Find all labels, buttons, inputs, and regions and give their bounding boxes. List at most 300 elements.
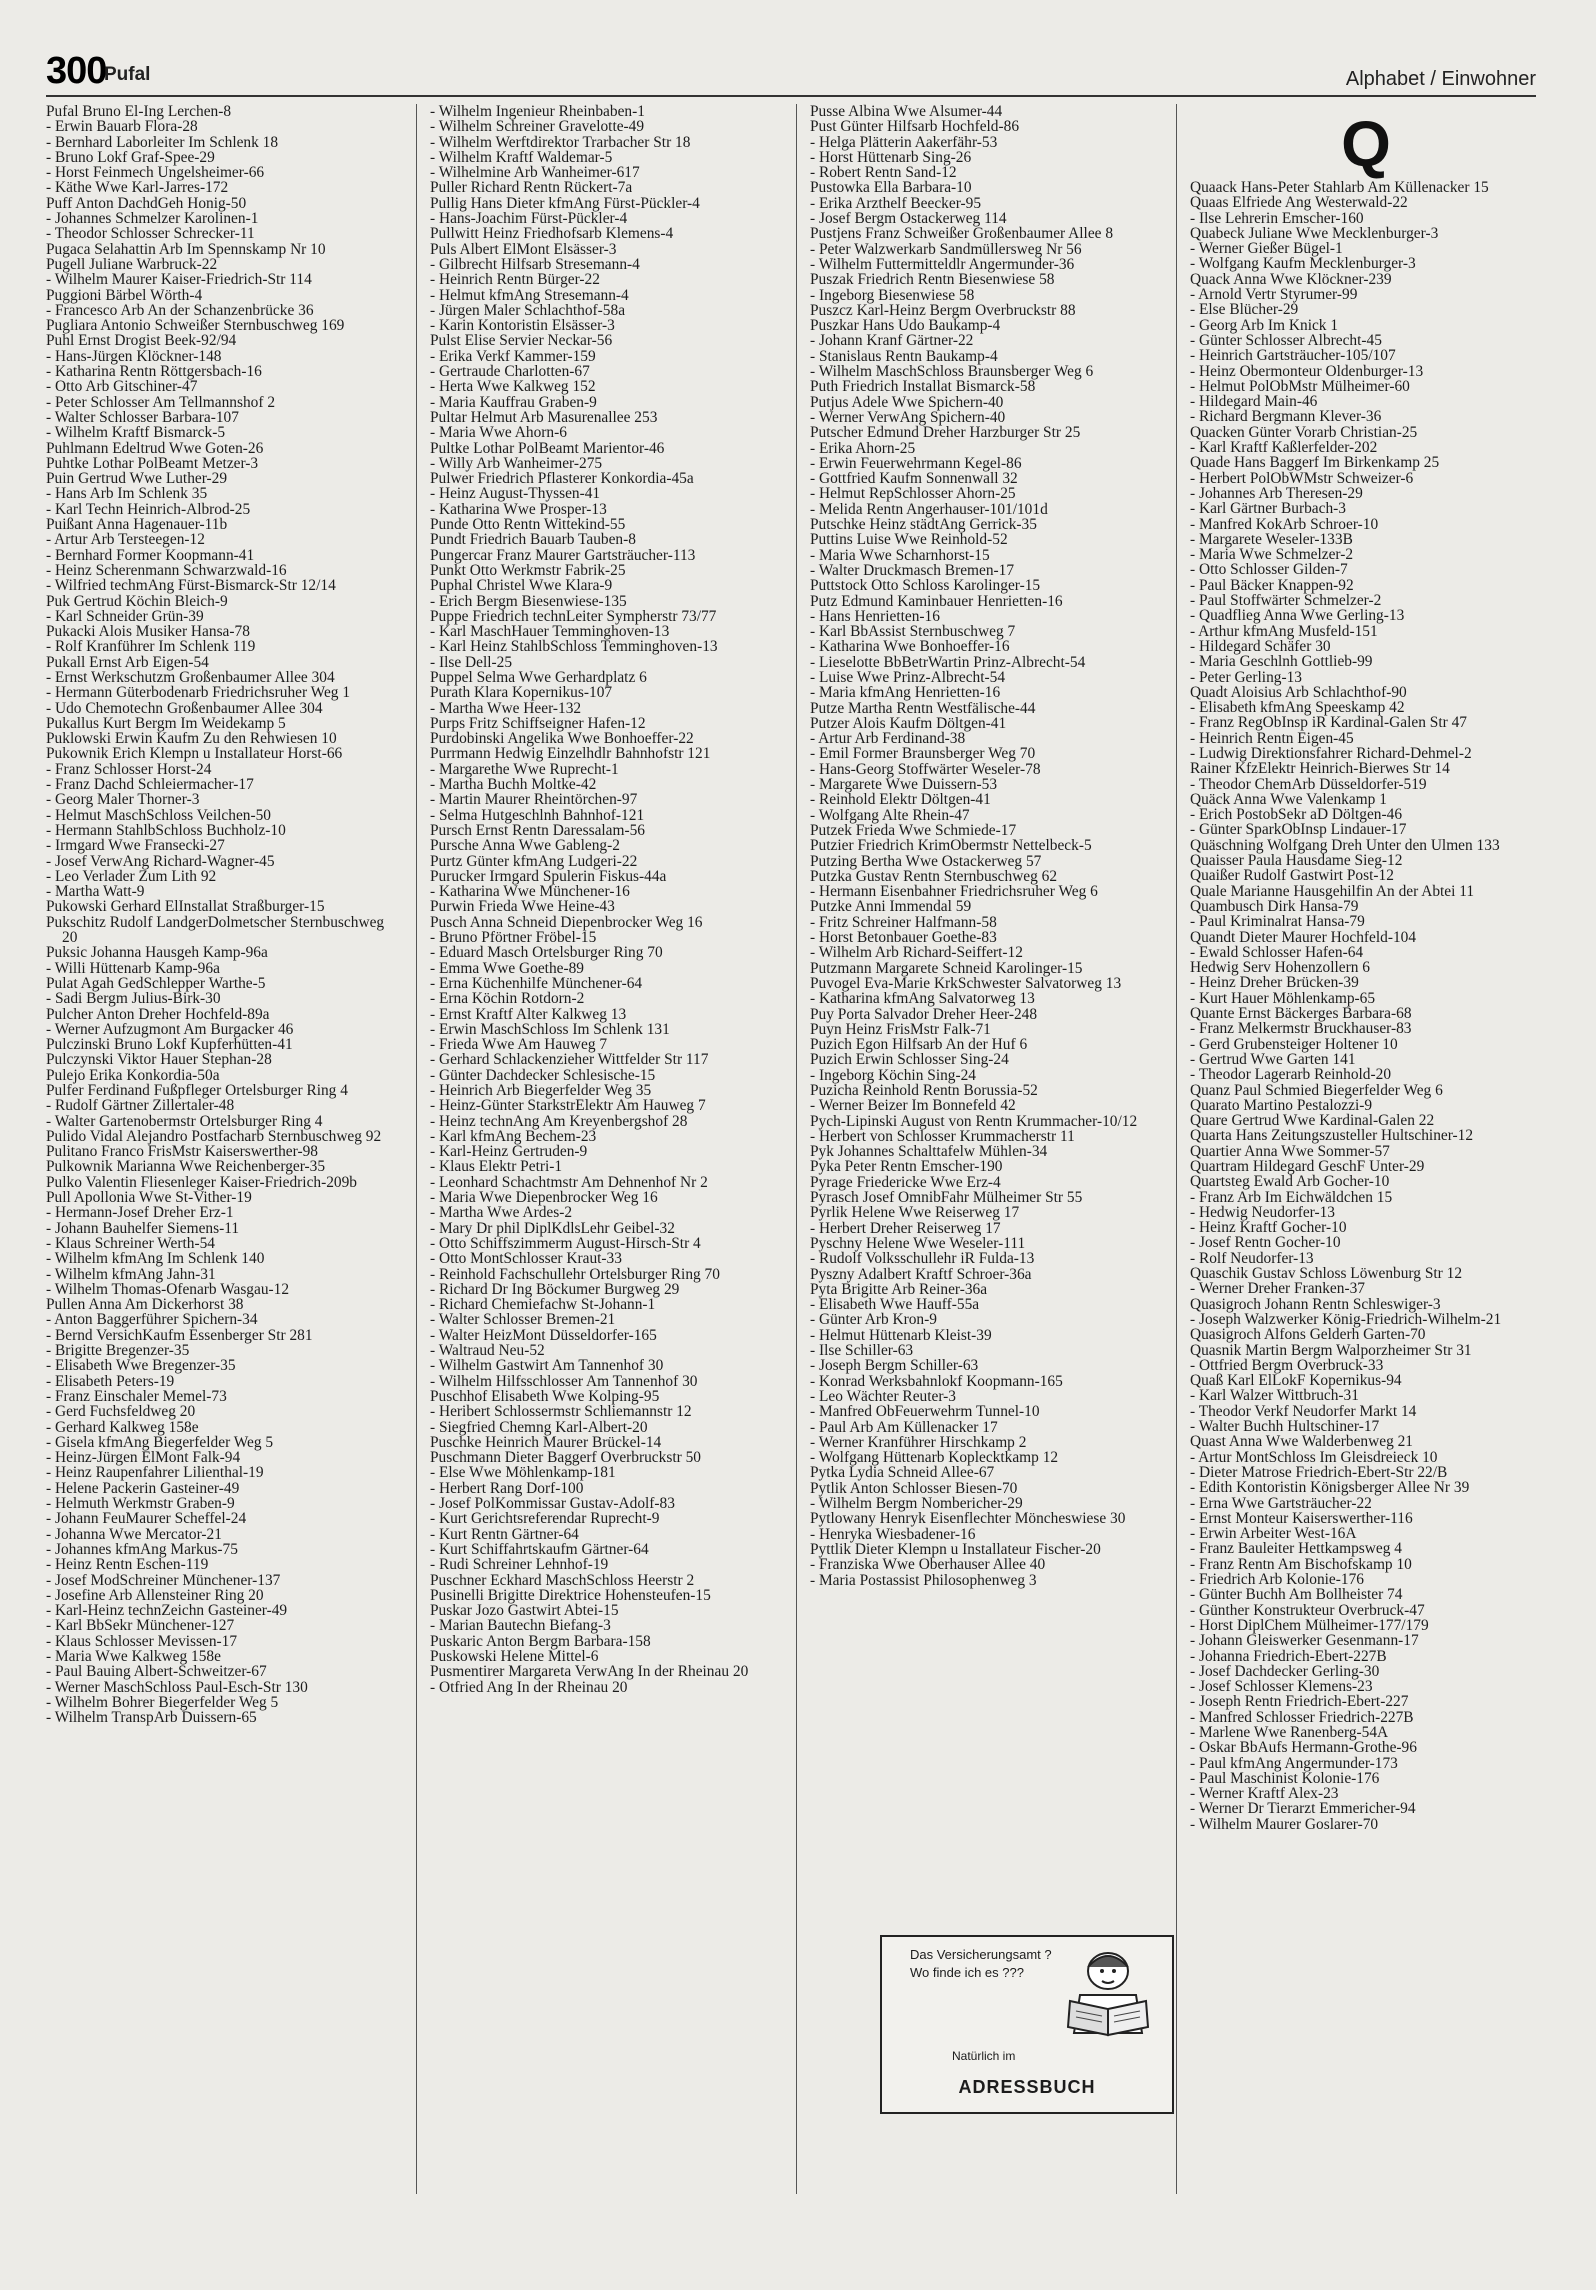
directory-entry: Pukowski Gerhard ElInstallat Straßburger-15 <box>46 898 325 916</box>
directory-entry: Quade Hans Baggerf Im Birkenkamp 25 <box>1190 454 1440 472</box>
directory-column-1 <box>46 104 398 2194</box>
directory-entry: - Luise Wwe Prinz-Albrecht-54 <box>810 668 1006 686</box>
directory-entry: - Horst DiplChem Mülheimer-177/179 <box>1190 1616 1429 1634</box>
directory-entry: - Gerd Grubensteiger Holtener 10 <box>1190 1035 1398 1053</box>
directory-entry: - Sadi Bergm Julius-Birk-30 <box>46 990 221 1008</box>
directory-entry: Puschmann Dieter Baggerf Overbruckstr 50 <box>430 1449 701 1467</box>
advert-question-1: Das Versicherungsamt ? <box>910 1947 1052 1962</box>
directory-entry: - Gerhard Kalkweg 158e <box>46 1418 199 1436</box>
directory-entry: - Wilhelm Maurer Kaiser-Friedrich-Str 114 <box>46 271 312 289</box>
directory-entry: Pugell Juliane Warbruck-22 <box>46 255 218 273</box>
directory-entry: - Ewald Schlosser Hafen-64 <box>1190 943 1364 961</box>
directory-entry: - Johann FeuMaurer Scheffel-24 <box>46 1510 247 1528</box>
directory-entry: - Josef Dachdecker Gerling-30 <box>1190 1662 1380 1680</box>
directory-entry: Quasigroch Alfons Gelderh Garten-70 <box>1190 1326 1426 1344</box>
directory-entry: - Kurt Gerichtsreferendar Ruprecht-9 <box>430 1510 660 1528</box>
directory-entry: - Ernst Werkschutzm Großenbaumer Allee 304 <box>46 668 335 686</box>
directory-entry: - Maria Wwe Ahorn-6 <box>430 424 567 442</box>
directory-entry: - Herbert Dreher Reiserweg 17 <box>810 1219 1001 1237</box>
directory-entry: - Günter Buchh Am Bollheister 74 <box>1190 1586 1403 1604</box>
directory-entry: - Wolfgang Alte Rhein-47 <box>810 806 970 824</box>
directory-entry: - Kurt Rentn Gärtner-64 <box>430 1525 579 1543</box>
directory-entry: - Arthur kfmAng Musfeld-151 <box>1190 622 1378 640</box>
directory-entry: - Werner Gießer Bügel-1 <box>1190 240 1343 258</box>
directory-entry: Putschke Heinz städtAng Gerrick-35 <box>810 516 1037 534</box>
directory-entry: - Else Wwe Möhlenkamp-181 <box>430 1464 616 1482</box>
directory-entry: Quartsteg Ewald Arb Gocher-10 <box>1190 1173 1390 1191</box>
directory-entry: - Johannes Arb Theresen-29 <box>1190 484 1363 502</box>
directory-entry: Pytka Lydia Schneid Allee-67 <box>810 1464 995 1482</box>
directory-entry: - Eduard Masch Ortelsburger Ring 70 <box>430 944 663 962</box>
directory-entry: - Artur Arb Ferdinand-38 <box>810 730 966 748</box>
directory-entry: - Waltraud Neu-52 <box>430 1342 545 1360</box>
directory-entry: - Günter Dachdecker Schlesische-15 <box>430 1066 656 1084</box>
directory-entry: Pullen Anna Am Dickerhorst 38 <box>46 1296 244 1314</box>
directory-entry: - Hans Henrietten-16 <box>810 607 940 625</box>
directory-entry: Puk Gertrud Köchin Bleich-9 <box>46 592 228 610</box>
directory-entry: - Elisabeth kfmAng Speeskamp 42 <box>1190 699 1405 717</box>
directory-entry: Puphal Christel Wwe Klara-9 <box>430 577 613 595</box>
directory-entry: Puggioni Bärbel Wörth-4 <box>46 286 203 304</box>
directory-entry: - Gertraude Charlotten-67 <box>430 363 590 381</box>
directory-entry: Quaß Karl ElLokF Kopernikus-94 <box>1190 1372 1402 1390</box>
directory-entry: - Wilhelm Kraftf Waldemar-5 <box>430 148 613 166</box>
directory-entry: - Maria Kauffrau Graben-9 <box>430 393 597 411</box>
directory-entry: Putz Edmund Kaminbauer Henrietten-16 <box>810 592 1063 610</box>
directory-entry: - Herbert PolObWMstr Schweizer-6 <box>1190 469 1414 487</box>
directory-entry: - Rolf Neudorfer-13 <box>1190 1249 1314 1267</box>
directory-entry: Puvogel Eva-Marie KrkSchwester Salvatorweg 13 <box>810 974 1122 992</box>
directory-entry: - Katharina Wwe Prosper-13 <box>430 500 607 518</box>
directory-entry: - Reinhold Fachschullehr Ortelsburger Ring 70 <box>430 1265 720 1283</box>
directory-entry: Puy Porta Salvador Dreher Heer-248 <box>810 1005 1038 1023</box>
directory-entry: - Heinz Scherenmann Schwarzwald-16 <box>46 561 287 579</box>
directory-entry: Pyk Johannes Schalttafelw Mühlen-34 <box>810 1143 1048 1161</box>
directory-entry: Pultke Lothar PolBeamt Marientor-46 <box>430 439 665 457</box>
directory-entry: - Rudolf Gärtner Zillertaler-48 <box>46 1097 235 1115</box>
directory-entry: - Karin Kontoristin Elsässer-3 <box>430 317 615 335</box>
directory-entry: - Maria Geschlnh Gottlieb-99 <box>1190 653 1373 671</box>
directory-entry: - Erna Küchenhilfe Münchener-64 <box>430 974 643 992</box>
directory-entry: - Katharina Wwe Münchener-16 <box>430 883 630 901</box>
directory-entry: Putzek Frieda Wwe Schmiede-17 <box>810 821 1017 839</box>
directory-entry: Puzich Egon Hilfsarb An der Huf 6 <box>810 1036 1028 1054</box>
directory-entry: - Theodor Schlosser Schrecker-11 <box>46 225 255 243</box>
directory-entry: - Walter Buchh Hultschiner-17 <box>1190 1418 1380 1436</box>
directory-entry: - Wilhelm Arb Richard-Seiffert-12 <box>810 944 1023 962</box>
directory-entry: - Horst Betonbauer Goethe-83 <box>810 929 997 947</box>
directory-entry: Pungercar Franz Maurer Gartsträucher-113 <box>430 546 696 564</box>
directory-entry: - Joseph Rentn Friedrich-Ebert-227 <box>1190 1693 1409 1711</box>
directory-entry: - Wilhelm Kraftf Bismarck-5 <box>46 424 226 442</box>
directory-column-3 <box>810 104 1162 1929</box>
adressbuch-advert <box>880 1935 1174 2114</box>
directory-entry: - Ernst Kraftf Alter Kalkweg 13 <box>430 1005 627 1023</box>
directory-entry: - Peter Gerling-13 <box>1190 668 1302 686</box>
directory-entry: - Siegfried Chemng Karl-Albert-20 <box>430 1418 648 1436</box>
directory-entry: - Karl BbSekr Münchener-127 <box>46 1617 235 1635</box>
directory-entry: - Reinhold Elektr Döltgen-41 <box>810 791 991 809</box>
directory-entry: - Paul Arb Am Küllenacker 17 <box>810 1418 998 1436</box>
directory-entry: - Wilfried techmAng Fürst-Bismarck-Str 12/14 <box>46 577 336 595</box>
column-divider <box>796 104 797 2194</box>
directory-entry: Puhl Ernst Drogist Beek-92/94 <box>46 332 237 350</box>
directory-column-2 <box>430 104 782 2194</box>
directory-entry: - Karl-Heinz technZeichn Gasteiner-49 <box>46 1602 288 1620</box>
directory-entry: - Richard Chemiefachw St-Johann-1 <box>430 1296 656 1314</box>
directory-entry: Pyrage Friedericke Wwe Erz-4 <box>810 1173 1001 1191</box>
directory-entry: Pyrlik Helene Wwe Reiserweg 17 <box>810 1204 1020 1222</box>
directory-entry: Quäschning Wolfgang Dreh Unter den Ulmen 133 <box>1190 836 1500 854</box>
directory-entry: - Klaus Elektr Petri-1 <box>430 1158 563 1176</box>
directory-entry: - Gerd Fuchsfeldweg 20 <box>46 1403 196 1421</box>
directory-entry: - Wilhelm Maurer Goslarer-70 <box>1190 1815 1379 1833</box>
directory-entry: - Georg Arb Im Knick 1 <box>1190 316 1339 334</box>
directory-entry: - Heinrich Rentn Eigen-45 <box>1190 729 1354 747</box>
directory-entry: - Elisabeth Peters-19 <box>46 1372 175 1390</box>
directory-entry: Pulido Vidal Alejandro Postfacharb Sternbuschweg 92 <box>46 1127 382 1145</box>
directory-entry: - Heinz Raupenfahrer Lilienthal-19 <box>46 1464 264 1482</box>
directory-entry: Pulczynski Viktor Hauer Stephan-28 <box>46 1051 272 1069</box>
directory-entry: - Walter HeizMont Düsseldorfer-165 <box>430 1326 657 1344</box>
directory-entry: Pyta Brigitte Arb Reiner-36a <box>810 1280 988 1298</box>
directory-entry: Puschhof Elisabeth Wwe Kolping-95 <box>430 1387 660 1405</box>
directory-entry: Pych-Lipinski August von Rentn Krummacher-10/12 <box>810 1112 1138 1130</box>
directory-entry: Pundt Friedrich Bauarb Tauben-8 <box>430 531 636 549</box>
directory-entry: - Werner Aufzugmont Am Burgacker 46 <box>46 1020 294 1038</box>
directory-entry: - Maria kfmAng Henrietten-16 <box>810 684 1001 702</box>
directory-entry: - Kurt Hauer Möhlenkamp-65 <box>1190 989 1376 1007</box>
directory-entry: - Gottfried Kaufm Sonnenwall 32 <box>810 470 1018 488</box>
directory-entry: - Maria Wwe Kalkweg 158e <box>46 1647 221 1665</box>
directory-entry: Pustjens Franz Schweißer Großenbaumer Allee 8 <box>810 225 1114 243</box>
directory-entry: - Rolf Kranführer Im Schlenk 119 <box>46 638 256 656</box>
directory-entry: - Peter Schlosser Am Tellmannshof 2 <box>46 393 276 411</box>
directory-entry: - Paul Bauing Albert-Schweitzer-67 <box>46 1663 267 1681</box>
directory-entry: - Werner Beizer Im Bonnefeld 42 <box>810 1097 1016 1115</box>
directory-entry: Pukownik Erich Klempn u Installateur Horst-66 <box>46 745 343 763</box>
directory-entry: - Karl Heinz StahlbSchloss Temminghoven-13 <box>430 638 718 656</box>
directory-entry: Pursch Ernst Rentn Daressalam-56 <box>430 821 645 839</box>
directory-entry: - Gertrud Wwe Garten 141 <box>1190 1050 1356 1068</box>
directory-entry: - Karl Walzer Wittbruch-31 <box>1190 1387 1359 1405</box>
directory-entry: Punkt Otto Werkmstr Fabrik-25 <box>430 561 626 579</box>
directory-entry: - Josef Schlosser Klemens-23 <box>1190 1678 1373 1696</box>
directory-entry: Quarta Hans Zeitungszusteller Hultschiner-12 <box>1190 1127 1474 1145</box>
directory-entry: - Martha Wwe Ardes-2 <box>430 1204 573 1222</box>
directory-entry: - Bernhard Former Koopmann-41 <box>46 546 255 564</box>
directory-entry: Quacken Günter Vorarb Christian-25 <box>1190 423 1418 441</box>
directory-entry: - Helmut PolObMstr Mülheimer-60 <box>1190 377 1410 395</box>
directory-entry: - Manfred ObFeuerwehrm Tunnel-10 <box>810 1403 1040 1421</box>
directory-entry: - Franz Dachd Schleiermacher-17 <box>46 776 254 794</box>
directory-entry: - Erwin Arbeiter West-16A <box>1190 1525 1357 1543</box>
directory-entry: - Henryka Wiesbadener-16 <box>810 1525 976 1543</box>
directory-entry: - Rudi Schreiner Lehnhof-19 <box>430 1556 609 1574</box>
directory-entry: - Klaus Schlosser Mevissen-17 <box>46 1632 238 1650</box>
directory-entry: - Ilse Lehrerin Emscher-160 <box>1190 209 1364 227</box>
directory-entry: - Francesco Arb An der Schanzenbrücke 36 <box>46 301 314 319</box>
directory-entry: - Wilhelm Bohrer Biegerfelder Weg 5 <box>46 1693 279 1711</box>
directory-entry: - Herbert Rang Dorf-100 <box>430 1479 584 1497</box>
directory-entry: Quabeck Juliane Wwe Mecklenburger-3 <box>1190 224 1439 242</box>
directory-entry: - Heinrich Rentn Bürger-22 <box>430 271 600 289</box>
directory-entry: - Walter Schlosser Barbara-107 <box>46 408 239 426</box>
directory-entry: - Artur MontSchloss Im Gleisdreieck 10 <box>1190 1448 1438 1466</box>
directory-entry: - Wilhelm Futtermitteldlr Angermunder-36 <box>810 255 1075 273</box>
directory-entry: - Günter Schlosser Albrecht-45 <box>1190 331 1382 349</box>
directory-entry: - Marian Bautechn Biefang-3 <box>430 1617 611 1635</box>
directory-entry: - Paul Bäcker Knappen-92 <box>1190 576 1354 594</box>
directory-entry: Puskaric Anton Bergm Barbara-158 <box>430 1632 651 1650</box>
directory-entry: - Karl kfmAng Bechem-23 <box>430 1127 597 1145</box>
directory-entry: Quast Anna Wwe Walderbenweg 21 <box>1190 1433 1414 1451</box>
directory-entry: Pulko Valentin Fliesenleger Kaiser-Friedrich-209b <box>46 1173 357 1191</box>
directory-entry: - Erich Bergm Biesenwiese-135 <box>430 592 627 610</box>
directory-entry: Purdobinski Angelika Wwe Bonhoeffer-22 <box>430 730 694 748</box>
directory-entry: Puhlmann Edeltrud Wwe Goten-26 <box>46 439 264 457</box>
directory-entry: - Ludwig Direktionsfahrer Richard-Dehmel-2 <box>1190 744 1472 762</box>
directory-entry: - Johannes Schmelzer Karolinen-1 <box>46 210 259 228</box>
directory-entry: - Hans-Joachim Fürst-Pückler-4 <box>430 210 628 228</box>
directory-entry: Hedwig Serv Hohenzollern 6 <box>1190 959 1370 977</box>
directory-entry: - Heinz technAng Am Kreyenbergshof 28 <box>430 1112 688 1130</box>
directory-entry: - Ottfried Bergm Overbruck-33 <box>1190 1356 1384 1374</box>
directory-entry: - Helmuth Werkmstr Graben-9 <box>46 1495 235 1513</box>
directory-entry: Rainer KfzElektr Heinrich-Bierwes Str 14 <box>1190 760 1450 778</box>
page-running-name: Pufal <box>104 64 151 85</box>
directory-entry: Pullig Hans Dieter kfmAng Fürst-Pückler-4 <box>430 194 700 212</box>
directory-entry: Quaschik Gustav Schloss Löwenburg Str 12 <box>1190 1265 1463 1283</box>
directory-entry: - Peter Walzwerkarb Sandmüllersweg Nr 56 <box>810 240 1082 258</box>
directory-entry: - Karl Schneider Grün-39 <box>46 607 204 625</box>
directory-entry: - Günter SparkObInsp Lindauer-17 <box>1190 821 1407 839</box>
directory-entry: - Josef PolKommissar Gustav-Adolf-83 <box>430 1495 675 1513</box>
directory-entry: - Katharina Rentn Röttgersbach-16 <box>46 363 262 381</box>
directory-entry: - Horst Hüttenarb Sing-26 <box>810 148 972 166</box>
directory-entry: Pukall Ernst Arb Eigen-54 <box>46 653 209 671</box>
directory-entry: - Wilhelm Hilfsschlosser Am Tannenhof 30 <box>430 1372 698 1390</box>
directory-entry: - Josef ModSchreiner Münchener-137 <box>46 1571 281 1589</box>
directory-entry: Purath Klara Kopernikus-107 <box>430 684 613 702</box>
directory-entry: - Oskar BbAufs Hermann-Grothe-96 <box>1190 1739 1417 1757</box>
advert-brand: ADRESSBUCH <box>958 2077 1096 2097</box>
directory-entry: Quartier Anna Wwe Sommer-57 <box>1190 1142 1390 1160</box>
directory-entry: Puskowski Helene Mittel-6 <box>430 1647 599 1665</box>
directory-entry: Pusmentirer Margareta VerwAng In der Rheinau 20 <box>430 1663 749 1681</box>
directory-entry: - Erwin MaschSchloss Im Schlenk 131 <box>430 1020 670 1038</box>
directory-entry: Quasigroch Johann Rentn Schleswiger-3 <box>1190 1295 1441 1313</box>
directory-entry: - Theodor Verkf Neudorfer Markt 14 <box>1190 1402 1417 1420</box>
directory-entry: Pukschitz Rudolf LandgerDolmetscher Sternbuschweg 20 <box>46 913 385 947</box>
directory-entry: - Elisabeth Wwe Hauff-55a <box>810 1296 980 1314</box>
directory-column-4 <box>1190 104 1542 2194</box>
directory-entry: - Werner Dr Tierarzt Emmericher-94 <box>1190 1800 1416 1818</box>
directory-entry: - Franz Arb Im Eichwäldchen 15 <box>1190 1188 1393 1206</box>
directory-entry: Pulcher Anton Dreher Hochfeld-89a <box>46 1005 270 1023</box>
directory-entry: - Johann Gleiswerker Gesenmann-17 <box>1190 1632 1419 1650</box>
directory-entry: - Ingeborg Biesenwiese 58 <box>810 286 975 304</box>
directory-entry: Puls Albert ElMont Elsässer-3 <box>430 240 617 258</box>
directory-entry: Pulitano Franco FrisMstr Kaiserswerther-98 <box>46 1143 318 1161</box>
directory-entry: - Martin Maurer Rheintörchen-97 <box>430 791 638 809</box>
directory-entry: - Karl MaschHauer Temminghoven-13 <box>430 623 670 641</box>
directory-entry: - Horst Feinmech Ungelsheimer-66 <box>46 164 265 182</box>
directory-entry: - Erna Wwe Gartsträucher-22 <box>1190 1494 1372 1512</box>
directory-entry: - Marlene Wwe Ranenberg-54A <box>1190 1723 1389 1741</box>
directory-entry: Purrmann Hedwig Einzelhdlr Bahnhofstr 121 <box>430 745 711 763</box>
directory-entry: - Gerhard Schlackenzieher Wittfelder Str 117 <box>430 1051 709 1069</box>
directory-entry: Puff Anton DachdGeh Honig-50 <box>46 194 247 212</box>
directory-entry: - Wilhelmine Arb Wanheimer-617 <box>430 164 640 182</box>
directory-entry: - Theodor ChemArb Düsseldorfer-519 <box>1190 775 1427 793</box>
directory-entry: - Ilse Schiller-63 <box>810 1342 914 1360</box>
directory-entry: - Erika Ahorn-25 <box>810 439 916 457</box>
directory-entry: - Georg Maler Thorner-3 <box>46 791 200 809</box>
directory-entry: - Walter Schlosser Bremen-21 <box>430 1311 616 1329</box>
directory-entry: - Wilhelm Gastwirt Am Tannenhof 30 <box>430 1357 664 1375</box>
directory-entry: - Hans Arb Im Schlenk 35 <box>46 485 208 503</box>
directory-entry: - Rudolf Volksschullehr iR Fulda-13 <box>810 1250 1035 1268</box>
directory-entry: Pulst Elise Servier Neckar-56 <box>430 332 613 350</box>
directory-entry: - Hedwig Neudorfer-13 <box>1190 1203 1335 1221</box>
directory-entry: - Mary Dr phil DiplKdlsLehr Geibel-32 <box>430 1219 675 1237</box>
directory-entry: - Josef VerwAng Richard-Wagner-45 <box>46 852 275 870</box>
directory-entry: Quaisser Paula Hausdame Sieg-12 <box>1190 852 1403 870</box>
directory-entry: Puin Gertrud Wwe Luther-29 <box>46 470 228 488</box>
directory-entry: Quasnik Martin Bergm Walporzheimer Str 31 <box>1190 1341 1472 1359</box>
directory-entry: - Walter Druckmasch Bremen-17 <box>810 561 1015 579</box>
directory-entry: - Bernd VersichKaufm Essenberger Str 281 <box>46 1326 313 1344</box>
directory-entry: - Hildegard Main-46 <box>1190 393 1318 411</box>
directory-entry: - Hildegard Schäfer 30 <box>1190 637 1331 655</box>
section-title: Alphabet / Einwohner <box>1345 68 1536 90</box>
directory-entry: - Josef Rentn Gocher-10 <box>1190 1234 1341 1252</box>
directory-entry: Pyrasch Josef OmnibFahr Mülheimer Str 55 <box>810 1189 1083 1207</box>
directory-entry: Pusse Albina Wwe Alsumer-44 <box>810 104 1003 120</box>
directory-entry: - Johanna Friedrich-Ebert-227B <box>1190 1647 1387 1665</box>
directory-entry: Quaas Elfriede Ang Westerwald-22 <box>1190 194 1408 212</box>
directory-entry: Pulat Agah GedSchlepper Warthe-5 <box>46 974 266 992</box>
directory-entry: Pulejo Erika Konkordia-50a <box>46 1066 220 1084</box>
directory-entry: - Bernhard Laborleiter Im Schlenk 18 <box>46 133 279 151</box>
directory-entry: - Werner Kraftf Alex-23 <box>1190 1785 1339 1803</box>
directory-entry: - Jürgen Maler Schlachthof-58a <box>430 301 626 319</box>
directory-entry: Puißant Anna Hagenauer-11b <box>46 516 228 534</box>
directory-entry: - Wilhelm MaschSchloss Braunsberger Weg 6 <box>810 363 1094 381</box>
directory-entry: - Paul Stoffwärter Schmelzer-2 <box>1190 592 1382 610</box>
directory-entry: - Franz Bauleiter Hettkampsweg 4 <box>1190 1540 1402 1558</box>
directory-entry: Pyttlik Dieter Klempn u Installateur Fischer-20 <box>810 1540 1101 1558</box>
directory-entry: - Richard Dr Ing Böckumer Burgweg 29 <box>430 1280 680 1298</box>
directory-entry: - Heinz-Jürgen ElMont Falk-94 <box>46 1449 241 1467</box>
directory-entry: Quanz Paul Schmied Biegerfelder Weg 6 <box>1190 1081 1443 1099</box>
directory-entry: Pytlik Anton Schlosser Biesen-70 <box>810 1479 1018 1497</box>
directory-entry: - Heinz-Günter StarkstrElektr Am Hauweg 7 <box>430 1097 706 1115</box>
directory-entry: - Helmut Hüttenarb Kleist-39 <box>810 1326 992 1344</box>
page-number: 300 <box>46 50 107 92</box>
directory-entry: - Otto MontSchlosser Kraut-33 <box>430 1250 622 1268</box>
directory-entry: - Martha Wwe Heer-132 <box>430 699 582 717</box>
directory-entry: - Klaus Schreiner Werth-54 <box>46 1234 216 1252</box>
directory-entry: Pugaca Selahattin Arb Im Spennskamp Nr 10 <box>46 240 326 258</box>
directory-entry: Pultar Helmut Arb Masurenallee 253 <box>430 408 658 426</box>
directory-entry: Puttins Luise Wwe Reinhold-52 <box>810 531 1008 549</box>
directory-entry: - Leo Wächter Reuter-3 <box>810 1387 956 1405</box>
directory-entry: Putzke Anni Immendal 59 <box>810 898 972 916</box>
directory-entry: - Johannes kfmAng Markus-75 <box>46 1540 238 1558</box>
directory-entry: Putzer Alois Kaufm Döltgen-41 <box>810 714 1007 732</box>
directory-entry: - Dieter Matrose Friedrich-Ebert-Str 22/B <box>1190 1463 1448 1481</box>
directory-entry: Putzier Friedrich KrimObermstr Nettelbeck-5 <box>810 837 1092 855</box>
directory-entry: - Robert Rentn Sand-12 <box>810 164 957 182</box>
directory-entry: - Udo Chemotechn Großenbaumer Allee 304 <box>46 699 323 717</box>
directory-entry: - Josefine Arb Allensteiner Ring 20 <box>46 1586 264 1604</box>
directory-entry: - Leonhard Schachtmstr Am Dehnenhof Nr 2 <box>430 1173 708 1191</box>
directory-entry: - Gisela kfmAng Biegerfelder Weg 5 <box>46 1433 274 1451</box>
entries-q <box>1190 180 1542 1832</box>
directory-entry: - Johann Kranf Gärtner-22 <box>810 332 974 350</box>
directory-entry: - Katharina Wwe Bonhoeffer-16 <box>810 638 1010 656</box>
directory-entry: Pust Günter Hilfsarb Hochfeld-86 <box>810 118 1020 136</box>
directory-entry: - Martha Buchh Moltke-42 <box>430 776 597 794</box>
directory-entry: - Wilhelm TranspArb Duissern-65 <box>46 1709 257 1727</box>
directory-entry: - Lieselotte BbBetrWartin Prinz-Albrecht-54 <box>810 653 1086 671</box>
directory-entry: - Irmgard Wwe Fransecki-27 <box>46 837 225 855</box>
directory-entry: - Franz Rentn Am Bischofskamp 10 <box>1190 1555 1412 1573</box>
directory-entry: Quale Marianne Hausgehilfin An der Abtei 11 <box>1190 882 1475 900</box>
directory-entry: - Richard Bergmann Klever-36 <box>1190 408 1382 426</box>
directory-entry: - Emil Former Braunsberger Weg 70 <box>810 745 1036 763</box>
directory-entry: - Ernst Monteur Kaiserswerther-116 <box>1190 1509 1413 1527</box>
directory-entry: - Stanislaus Rentn Baukamp-4 <box>810 347 998 365</box>
directory-entry: - Otto Arb Gitschiner-47 <box>46 378 198 396</box>
directory-entry: - Hans-Georg Stoffwärter Weseler-78 <box>810 760 1041 778</box>
directory-entry: Purwin Frieda Wwe Heine-43 <box>430 898 615 916</box>
directory-entry: - Friedrich Arb Kolonie-176 <box>1190 1571 1364 1589</box>
directory-entry: Quäck Anna Wwe Valenkamp 1 <box>1190 790 1387 808</box>
directory-entry: - Herta Wwe Kalkweg 152 <box>430 378 596 396</box>
directory-entry: - Hermann Eisenbahner Friedrichsruher Weg 6 <box>810 883 1098 901</box>
directory-entry: - Edith Kontoristin Königsberger Allee Nr 39 <box>1190 1479 1470 1497</box>
directory-entry: - Wilhelm Thomas-Ofenarb Wasgau-12 <box>46 1280 290 1298</box>
directory-entry: - Franz Melkermstr Bruckhauser-83 <box>1190 1020 1412 1038</box>
directory-entry: - Franz Einschaler Memel-73 <box>46 1387 227 1405</box>
directory-entry: Pullwitt Heinz Friedhofsarb Klemens-4 <box>430 225 674 243</box>
directory-entry: Pulczinski Bruno Lokf Kupferhütten-41 <box>46 1036 293 1054</box>
directory-entry: - Heinz August-Thyssen-41 <box>430 485 601 503</box>
directory-entry: Pursche Anna Wwe Gableng-2 <box>430 837 620 855</box>
directory-entry: - Herbert von Schlosser Krummacherstr 11 <box>810 1127 1075 1145</box>
directory-entry: Putscher Edmund Dreher Harzburger Str 25 <box>810 424 1081 442</box>
directory-entry: - Werner Kranführer Hirschkamp 2 <box>810 1433 1027 1451</box>
directory-entry: - Josef Bergm Ostackerweg 114 <box>810 210 1007 228</box>
directory-entry: Puhtke Lothar PolBeamt Metzer-3 <box>46 454 259 472</box>
directory-entry: Puszak Friedrich Rentn Biesenwiese 58 <box>810 271 1055 289</box>
directory-entry: - Hermann-Josef Dreher Erz-1 <box>46 1204 234 1222</box>
directory-entry: Pukacki Alois Musiker Hansa-78 <box>46 623 250 641</box>
directory-entry: - Wolfgang Hüttenarb Koplecktkamp 12 <box>810 1449 1059 1467</box>
directory-entry: - Werner MaschSchloss Paul-Esch-Str 130 <box>46 1678 308 1696</box>
directory-entry: Pulwer Friedrich Pflasterer Konkordia-45a <box>430 470 694 488</box>
directory-entry: - Bruno Lokf Graf-Spee-29 <box>46 148 215 166</box>
directory-entry: - Gilbrecht Hilfsarb Stresemann-4 <box>430 255 640 273</box>
directory-entry: - Manfred KokArb Schroer-10 <box>1190 515 1379 533</box>
directory-entry: - Heinz Dreher Brücken-39 <box>1190 974 1359 992</box>
directory-entry: Quack Anna Wwe Klöckner-239 <box>1190 270 1392 288</box>
directory-entry: Puzich Erwin Schlosser Sing-24 <box>810 1051 1009 1069</box>
advert-question-2: Wo finde ich es ??? <box>910 1965 1024 1980</box>
